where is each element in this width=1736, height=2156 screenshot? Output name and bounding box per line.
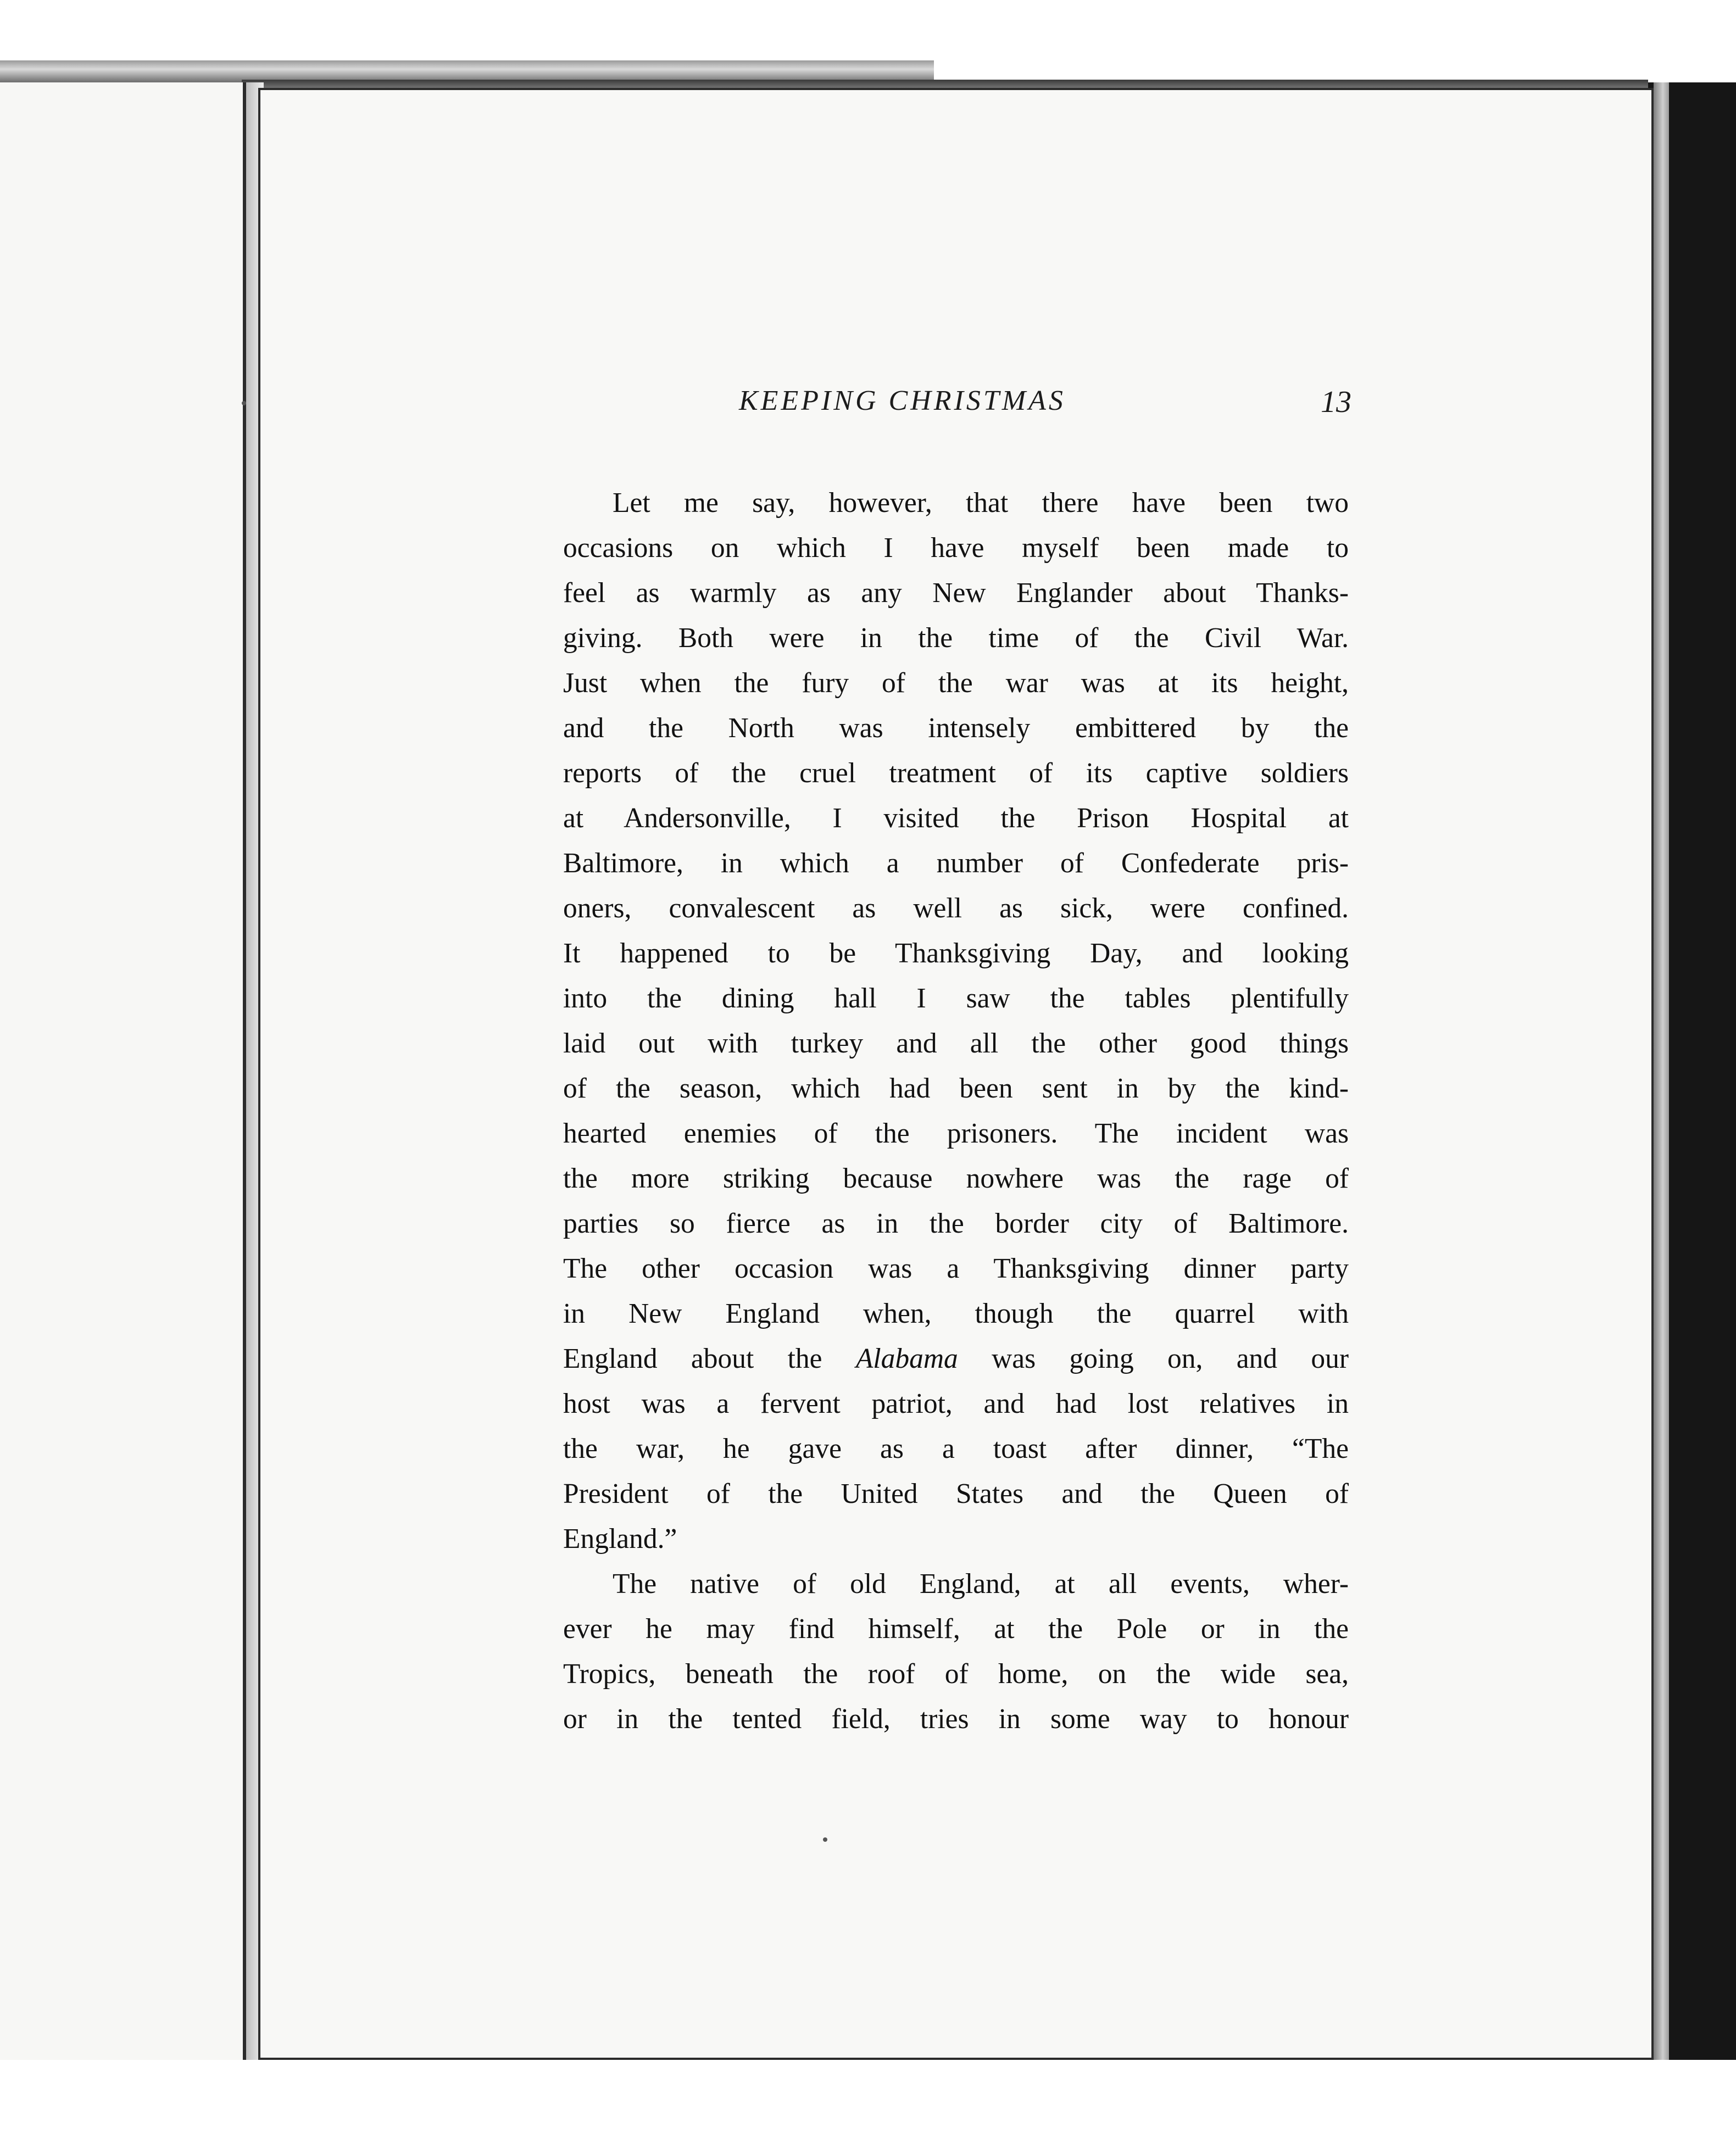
text-line: in New England when, though the quarrel with: [563, 1298, 1349, 1329]
page-number: 13: [1321, 385, 1351, 419]
scan-speck: [823, 1837, 827, 1842]
text-line: the war, he gave as a toast after dinner, “The: [563, 1433, 1349, 1464]
text-line: The native of old England, at all events, wher-: [613, 1568, 1349, 1600]
text-line: ever he may find himself, at the Pole or in the: [563, 1613, 1349, 1645]
body-text: [563, 481, 1349, 1742]
text-line: It happened to be Thanksgiving Day, and looking: [563, 938, 1349, 969]
text-line: Tropics, beneath the roof of home, on the wide sea,: [563, 1658, 1349, 1690]
page-edge: [1654, 82, 1669, 2082]
text-segment: was going on, and our: [958, 1343, 1349, 1374]
scan-speck: [242, 401, 246, 405]
text-line: feel as warmly as any New Englander about Thanks-: [563, 577, 1349, 609]
text-line-alabama: [563, 1336, 1349, 1381]
text-line: The other occasion was a Thanksgiving dinner party: [563, 1253, 1349, 1284]
running-head: [566, 385, 1351, 428]
text-line: and the North was intensely embittered by the: [563, 712, 1349, 744]
text-line: oners, convalescent as well as sick, were confined.: [563, 893, 1349, 924]
text-line: host was a fervent patriot, and had lost relatives in: [563, 1388, 1349, 1419]
text-line: laid out with turkey and all the other good things: [563, 1028, 1349, 1059]
text-line: President of the United States and the Queen of: [563, 1478, 1349, 1509]
text-line: of the season, which had been sent in by the kind-: [563, 1073, 1349, 1104]
text-line: giving. Both were in the time of the Civil War.: [563, 622, 1349, 654]
text-segment: England about the: [563, 1343, 856, 1374]
running-head-title: KEEPING CHRISTMAS: [739, 385, 1066, 416]
text-line: parties so fierce as in the border city of Baltimore.: [563, 1208, 1349, 1239]
text-line: occasions on which I have myself been made to: [563, 532, 1349, 564]
text-line: Let me say, however, that there have been two: [613, 487, 1349, 519]
text-line: hearted enemies of the prisoners. The incident was: [563, 1118, 1349, 1149]
ship-name-italic: Alabama: [855, 1343, 958, 1374]
text-line: Just when the fury of the war was at its height,: [563, 667, 1349, 699]
text-line: England.”: [563, 1523, 677, 1555]
text-line: the more striking because nowhere was the rage of: [563, 1163, 1349, 1194]
text-line: into the dining hall I saw the tables plentifully: [563, 983, 1349, 1014]
left-page: [0, 82, 246, 2068]
scan-bottom-margin: [0, 2060, 1736, 2156]
text-line: or in the tented field, tries in some way to honour: [563, 1703, 1349, 1735]
text-line: reports of the cruel treatment of its captive soldiers: [563, 757, 1349, 789]
text-line: at Andersonville, I visited the Prison Hospital at: [563, 803, 1349, 834]
book-cover-edge: [0, 60, 934, 82]
text-line: Baltimore, in which a number of Confederate pris-: [563, 848, 1349, 879]
